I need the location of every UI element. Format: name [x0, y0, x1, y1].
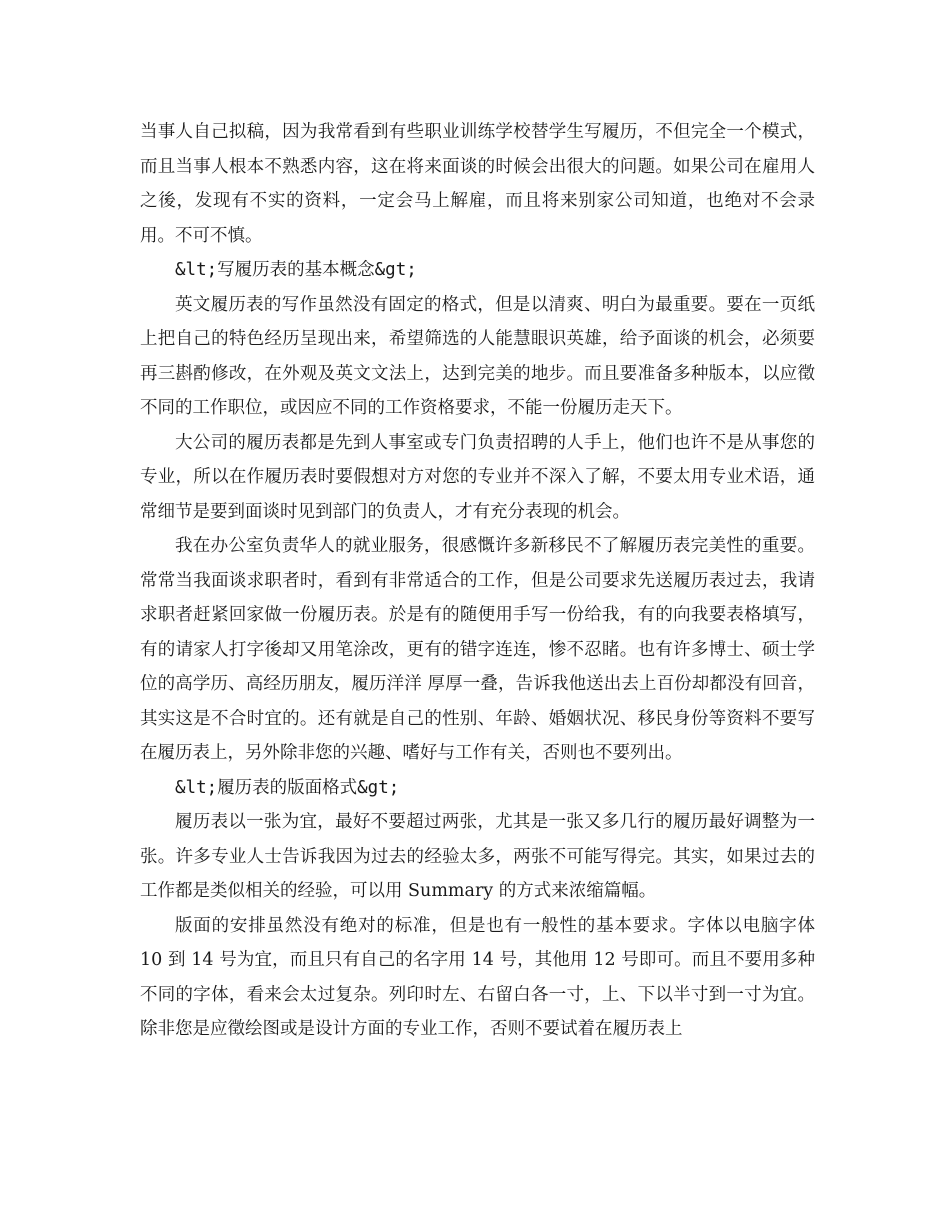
paragraph-3: 大公司的履历表都是先到人事室或专门负责招聘的人手上，他们也许不是从事您的专业，所以在作履历表时要假想对方对您的专业并不深入了解，不要太用专业术语，通常细节是要到面谈时见到部门的负责人，才有充分表现的机会。 — [140, 432, 815, 522]
paragraph-6: 版面的安排虽然没有绝对的标准，但是也有一般性的基本要求。字体以电脑字体 10 到 14 号为宜，而且只有自己的名字用 14 号，其他用 12 号即可。而且不要用多种不同的字体，看来会太过复杂。列印时左、右留白各一寸，上、下以半寸到一寸为宜。除非您是应徵绘图或是设计方面的专业工作，否则不要试着在履历表上 — [140, 915, 815, 1039]
paragraph-4: 我在办公室负责华人的就业服务，很感慨许多新移民不了解履历表完美性的重要。常常当我面谈求职者时，看到有非常适合的工作，但是公司要求先送履历表过去，我请求职者赶紧回家做一份履历表。於是有的随便用手写一份给我，有的向我要表格填写，有的请家人打字後却又用笔涂改，更有的错字连连，惨不忍睹。也有许多博士、硕士学位的高学历、高经历朋友，履历洋洋 厚厚一叠，告诉我他送出去上百份却都没有回音，其实这是不合时宜的。还有就是自己的性别、年龄、婚姻状况、移民身份等资料不要写在履历表上，另外除非您的兴趣、嗜好与工作有关，否则也不要列出。 — [140, 536, 815, 763]
section-heading-layout-format: &lt;履历表的版面格式&gt; — [175, 777, 400, 798]
section-heading-basic-concepts: &lt;写履历表的基本概念&gt; — [175, 260, 417, 280]
paragraph-5: 履历表以一张为宜，最好不要超过两张，尤其是一张又多几行的履历最好调整为一张。许多专业人士告诉我因为过去的经验太多，两张不可能写得完。其实，如果过去的工作都是类似相关的经验，可以用 Summary 的方式来浓缩篇幅。 — [140, 812, 815, 901]
paragraph-1: 当事人自己拟稿，因为我常看到有些职业训练学校替学生写履历，不但完全一个模式，而且当事人根本不熟悉内容，这在将来面谈的时候会出很大的问题。如果公司在雇用人之後，发现有不实的资料，一定会马上解雇，而且将来别家公司知道，也绝对不会录用。不可不慎。 — [140, 122, 815, 246]
document-body — [140, 115, 815, 1047]
paragraph-2: 英文履历表的写作虽然没有固定的格式，但是以清爽、明白为最重要。要在一页纸上把自己的特色经历呈现出来，希望筛选的人能慧眼识英雄，给予面谈的机会，必须要再三斟酌修改，在外观及英文文法上，达到完美的地步。而且要准备多种版本，以应徵不同的工作职位，或因应不同的工作资格要求，不能一份履历走天下。 — [140, 294, 815, 418]
